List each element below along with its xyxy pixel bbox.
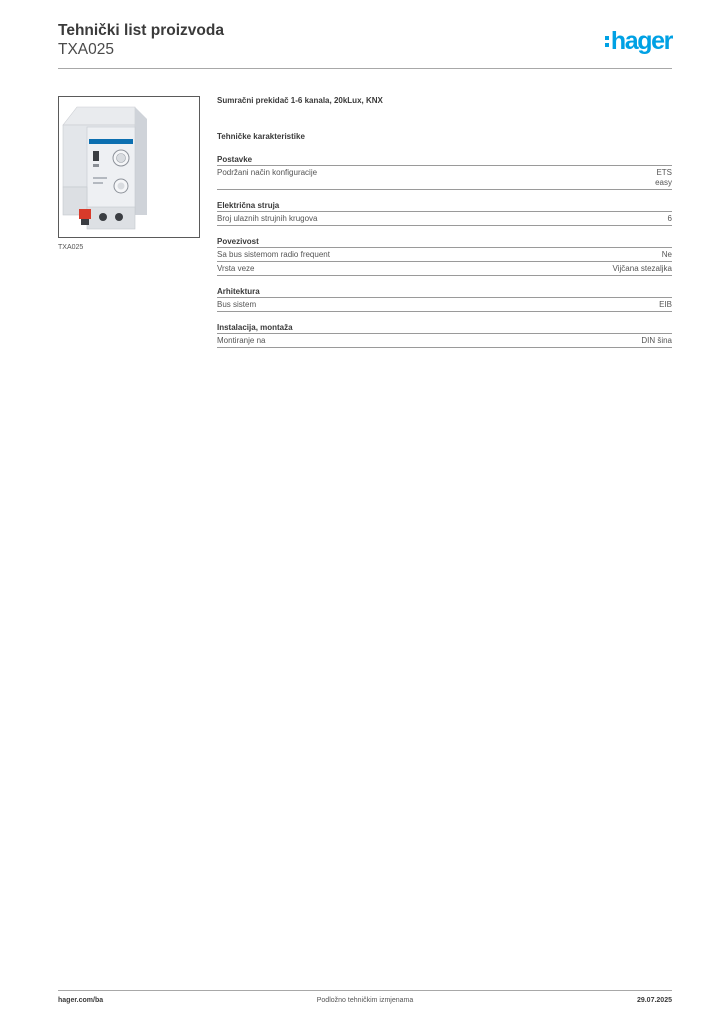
spec-value-line: easy	[655, 178, 672, 187]
spec-group-title: Instalacija, montaža	[217, 323, 672, 334]
footer-date: 29.07.2025	[636, 997, 672, 1004]
product-code: TXA025	[58, 41, 115, 58]
spec-group-installation	[217, 323, 672, 348]
product-name: Sumračni prekidač 1-6 kanala, 20kLux, KNX	[217, 96, 383, 105]
spec-label: Podržani način konfiguracije	[217, 168, 318, 177]
document-header	[58, 22, 672, 69]
spec-group-title: Električna struja	[217, 201, 672, 212]
spec-value: DIN šina	[641, 336, 672, 345]
logo-dots-icon	[605, 34, 609, 48]
spec-label: Bus sistem	[217, 300, 257, 309]
spec-value: Ne	[661, 250, 672, 259]
spec-sheet	[217, 96, 672, 359]
spec-row	[217, 262, 672, 276]
spec-label: Sa bus sistemom radio frequent	[217, 250, 330, 259]
header-divider	[58, 68, 672, 69]
specs-heading: Tehničke karakteristike	[217, 132, 305, 141]
footer-note: Podložno tehničkim izmjenama	[316, 997, 414, 1004]
spec-value: Vijčana stezaljka	[612, 264, 672, 273]
spec-row	[217, 298, 672, 312]
spec-value: EIB	[659, 300, 672, 309]
spec-group-settings	[217, 155, 672, 190]
spec-value-line: ETS	[656, 168, 672, 177]
spec-group-architecture	[217, 287, 672, 312]
hager-logo	[605, 28, 672, 54]
footer-divider	[58, 990, 672, 991]
spec-row	[217, 248, 672, 262]
footer-website-link[interactable]: hager.com/ba	[58, 997, 104, 1004]
spec-row	[217, 212, 672, 226]
logo-text: hager	[610, 27, 672, 55]
spec-group-title: Arhitektura	[217, 287, 672, 298]
spec-group-title: Povezivost	[217, 237, 672, 248]
image-caption: TXA025	[58, 244, 84, 251]
spec-label: Vrsta veze	[217, 264, 255, 273]
spec-group-title: Postavke	[217, 155, 672, 166]
spec-group-electric-current	[217, 201, 672, 226]
spec-row	[217, 334, 672, 348]
knx-module-icon	[59, 97, 199, 237]
spec-value	[655, 168, 672, 188]
spec-row	[217, 166, 672, 190]
spec-value: 6	[667, 214, 672, 223]
document-title: Tehnički list proizvoda	[58, 22, 224, 39]
spec-group-connectivity	[217, 237, 672, 276]
spec-label: Broj ulaznih strujnih krugova	[217, 214, 318, 223]
spec-label: Montiranje na	[217, 336, 266, 345]
product-image	[58, 96, 200, 238]
